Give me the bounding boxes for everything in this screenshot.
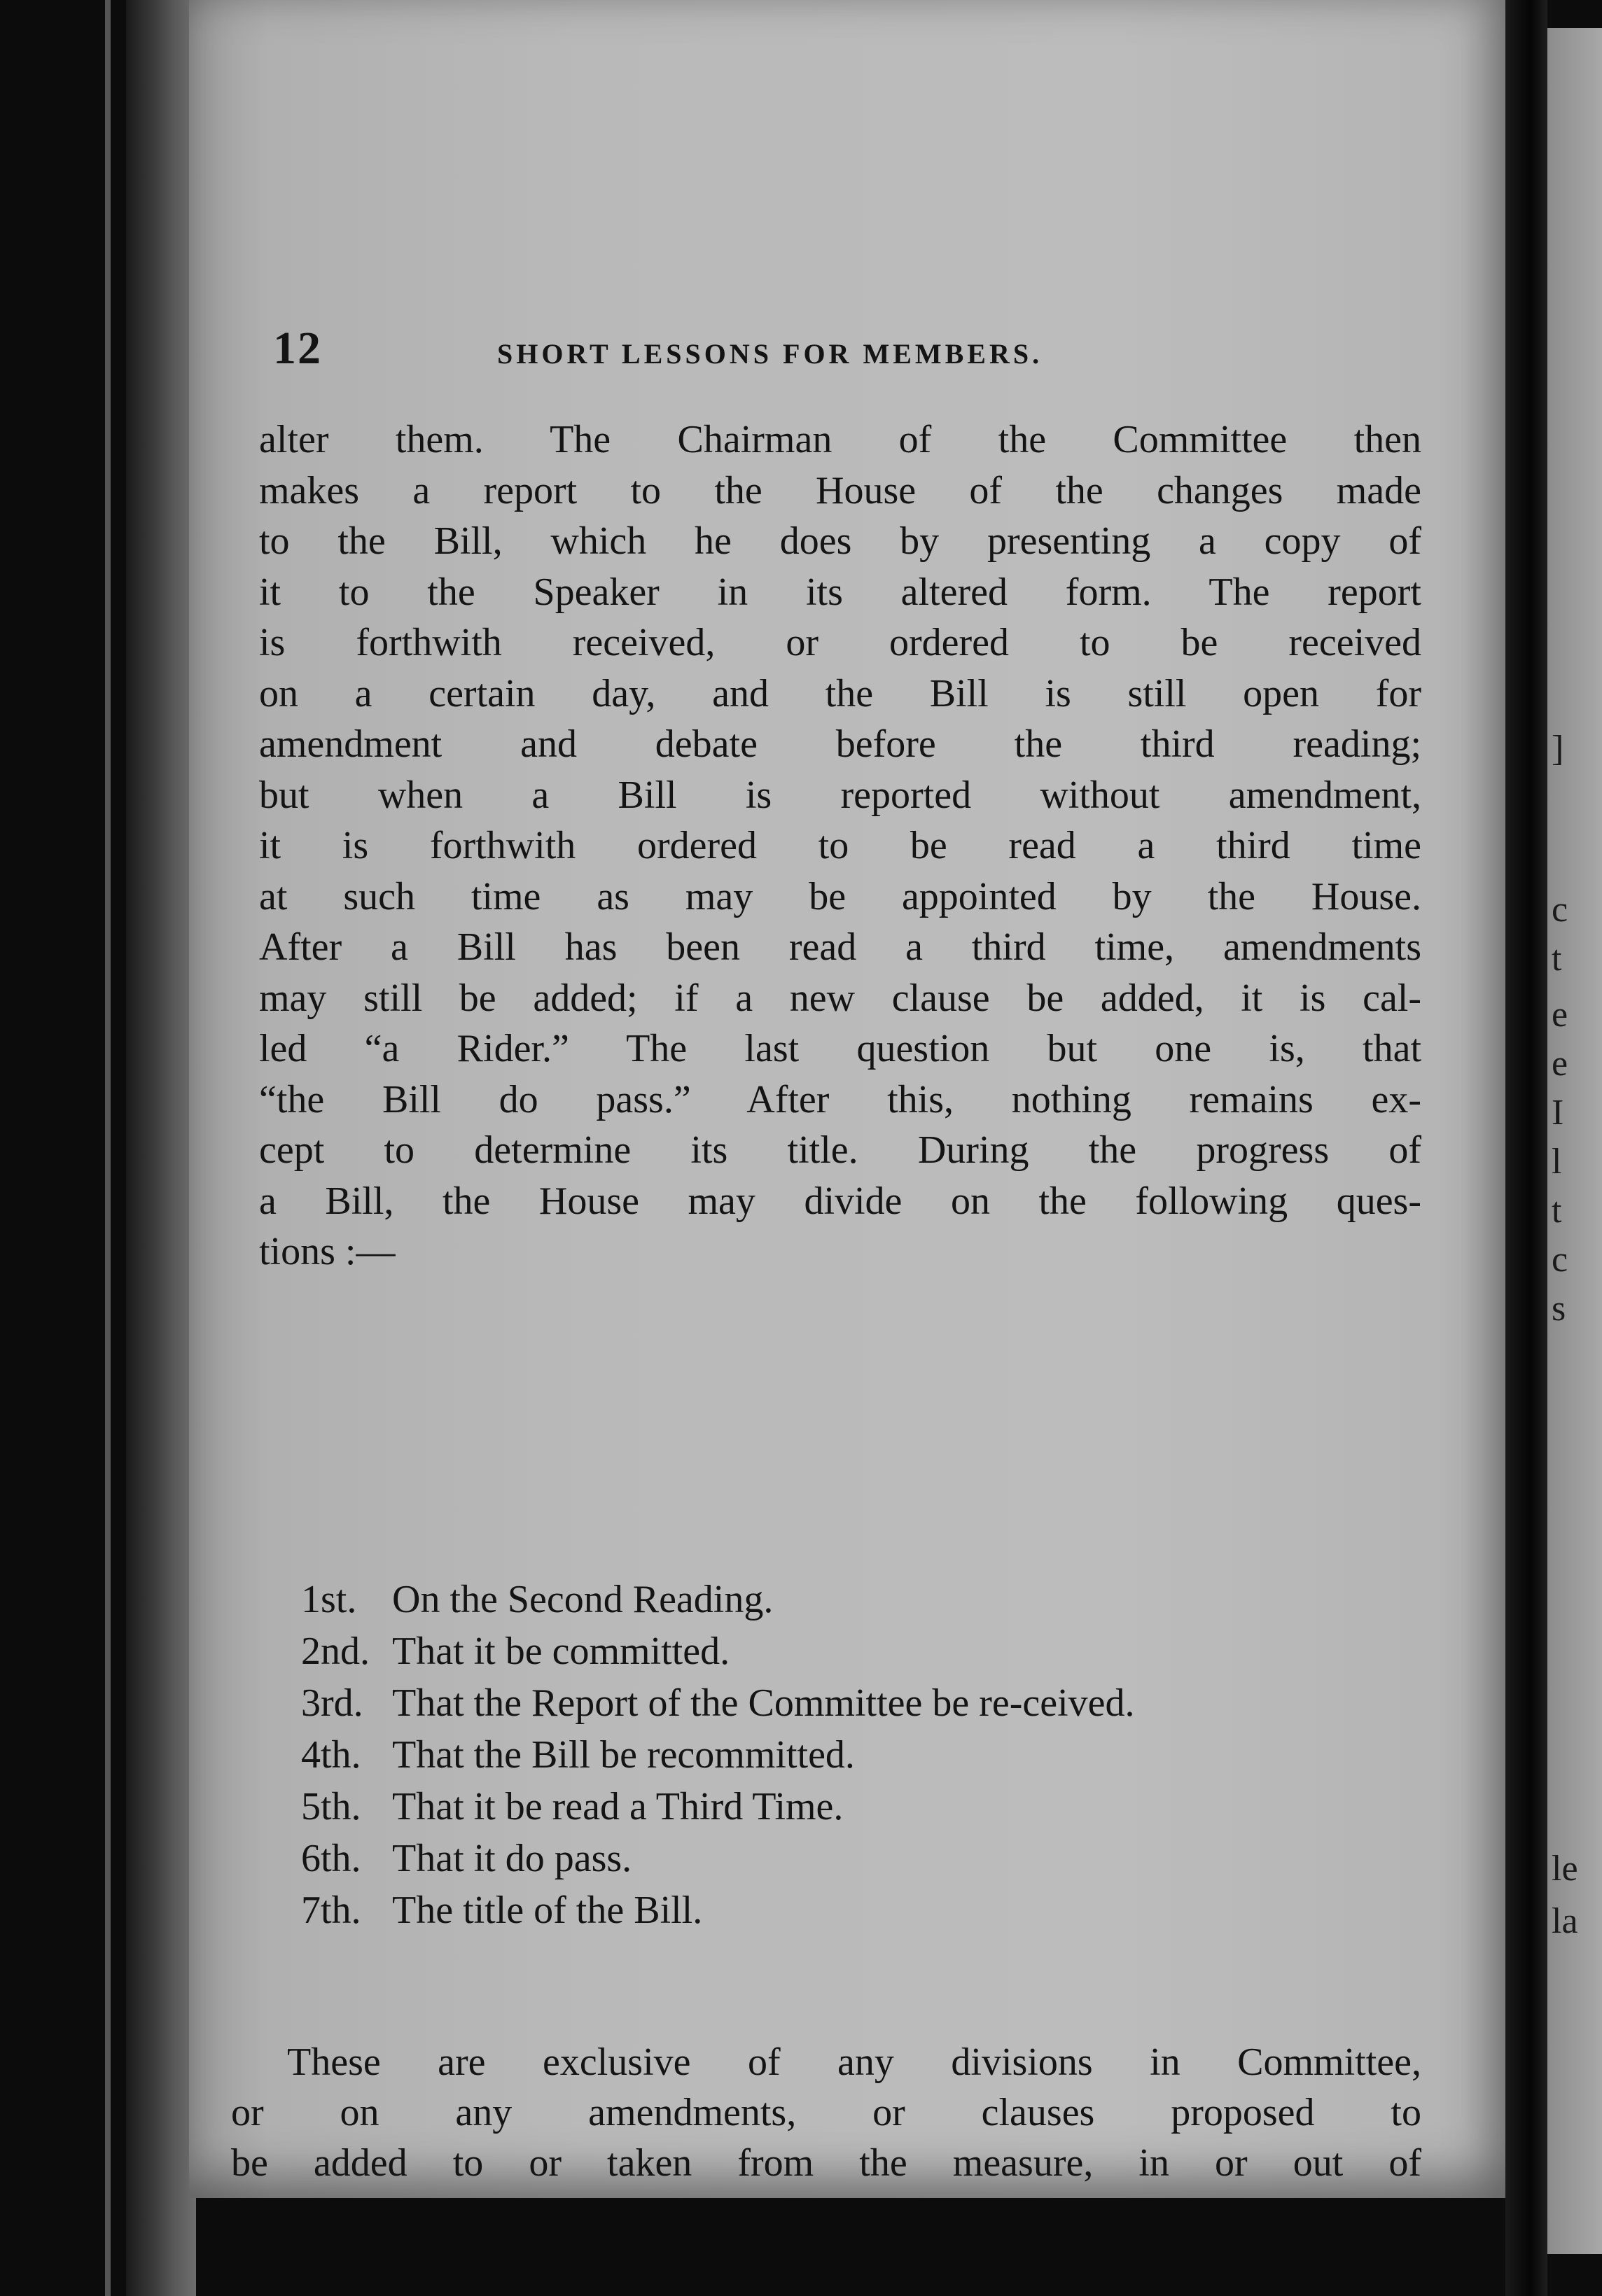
next-page-fragment: e: [1552, 1044, 1568, 1084]
next-page-fragment: t: [1552, 1191, 1562, 1231]
list-item: [301, 1575, 1435, 1624]
list-ordinal: 6th.: [301, 1837, 361, 1880]
list-item: [301, 1886, 1435, 1935]
list-item: [301, 1627, 1435, 1676]
text-line: After a Bill has been read a third time, amendments: [259, 925, 1421, 969]
text-line: is forthwith received, or ordered to be received: [259, 621, 1421, 664]
list-ordinal: 2nd.: [301, 1630, 370, 1673]
next-page-fragment: s: [1552, 1289, 1566, 1329]
list-text: The title of the Bill.: [392, 1889, 703, 1932]
list-text: That it be committed.: [392, 1630, 730, 1673]
list-ordinal: 7th.: [301, 1889, 361, 1932]
list-text: That the Bill be recommitted.: [392, 1733, 855, 1777]
next-page-edge: [1547, 28, 1602, 2254]
next-page-fragment: t: [1552, 939, 1562, 979]
list-text: That it do pass.: [392, 1837, 632, 1880]
text-line: to the Bill, which he does by presenting a copy of: [259, 519, 1421, 563]
list-ordinal: 4th.: [301, 1733, 361, 1777]
text-line: on a certain day, and the Bill is still open for: [259, 671, 1421, 715]
text-line: may still be added; if a new clause be added, it is cal-: [259, 976, 1421, 1020]
list-ordinal: 5th.: [301, 1785, 361, 1828]
text-line: be added to or taken from the measure, in or out of: [231, 2141, 1421, 2185]
text-line: These are exclusive of any divisions in Committee,: [287, 2040, 1421, 2084]
text-line: but when a Bill is reported without amendment,: [259, 773, 1421, 817]
page-header: [231, 308, 1449, 385]
text-line: led “a Rider.” The last question but one is, that: [259, 1027, 1421, 1070]
text-line: amendment and debate before the third reading;: [259, 722, 1421, 766]
text-line: a Bill, the House may divide on the following ques-: [259, 1179, 1421, 1223]
next-page-fragment: la: [1552, 1901, 1578, 1941]
next-page-fragment: I: [1552, 1093, 1564, 1133]
list-ordinal: 3rd.: [301, 1681, 363, 1725]
next-page-fragment: c: [1552, 1240, 1568, 1280]
page-number: 12: [273, 323, 322, 374]
gutter: [1505, 0, 1547, 2296]
next-page-fragment: c: [1552, 890, 1568, 930]
binding-shadow: [126, 0, 196, 2296]
page-content: [231, 308, 1449, 2185]
text-line: it to the Speaker in its altered form. The report: [259, 570, 1421, 614]
text-line: it is forthwith ordered to be read a third time: [259, 824, 1421, 867]
next-page-fragment: l: [1552, 1142, 1562, 1182]
text-line: makes a report to the House of the changes made: [259, 468, 1421, 512]
questions-list: [301, 1575, 1435, 1938]
running-head: SHORT LESSONS FOR MEMBERS.: [497, 338, 1043, 370]
closing-paragraph: [231, 2037, 1421, 2188]
body-paragraph: [259, 414, 1421, 1278]
list-text: That it be read a Third Time.: [392, 1785, 844, 1828]
list-item: [301, 1730, 1435, 1779]
list-text: That the Report of the Committee be re-ceived.: [392, 1681, 1135, 1725]
list-item: [301, 1782, 1435, 1831]
book-edge: [105, 0, 111, 2296]
text-line: “the Bill do pass.” After this, nothing remains ex-: [259, 1077, 1421, 1121]
text-line: alter them. The Chairman of the Committee then: [259, 418, 1421, 461]
list-item: [301, 1834, 1435, 1883]
list-text: On the Second Reading.: [392, 1578, 774, 1621]
text-line: cept to determine its title. During the progress of: [259, 1128, 1421, 1172]
next-page-fragment: ]: [1552, 729, 1564, 769]
list-ordinal: 1st.: [301, 1578, 357, 1621]
text-line: or on any amendments, or clauses proposed to: [231, 2091, 1421, 2134]
text-line: tions :—: [259, 1230, 396, 1273]
text-line: at such time as may be appointed by the House.: [259, 874, 1421, 918]
next-page-fragment: le: [1552, 1849, 1578, 1889]
next-page-fragment: e: [1552, 995, 1568, 1035]
list-item: [301, 1679, 1435, 1728]
